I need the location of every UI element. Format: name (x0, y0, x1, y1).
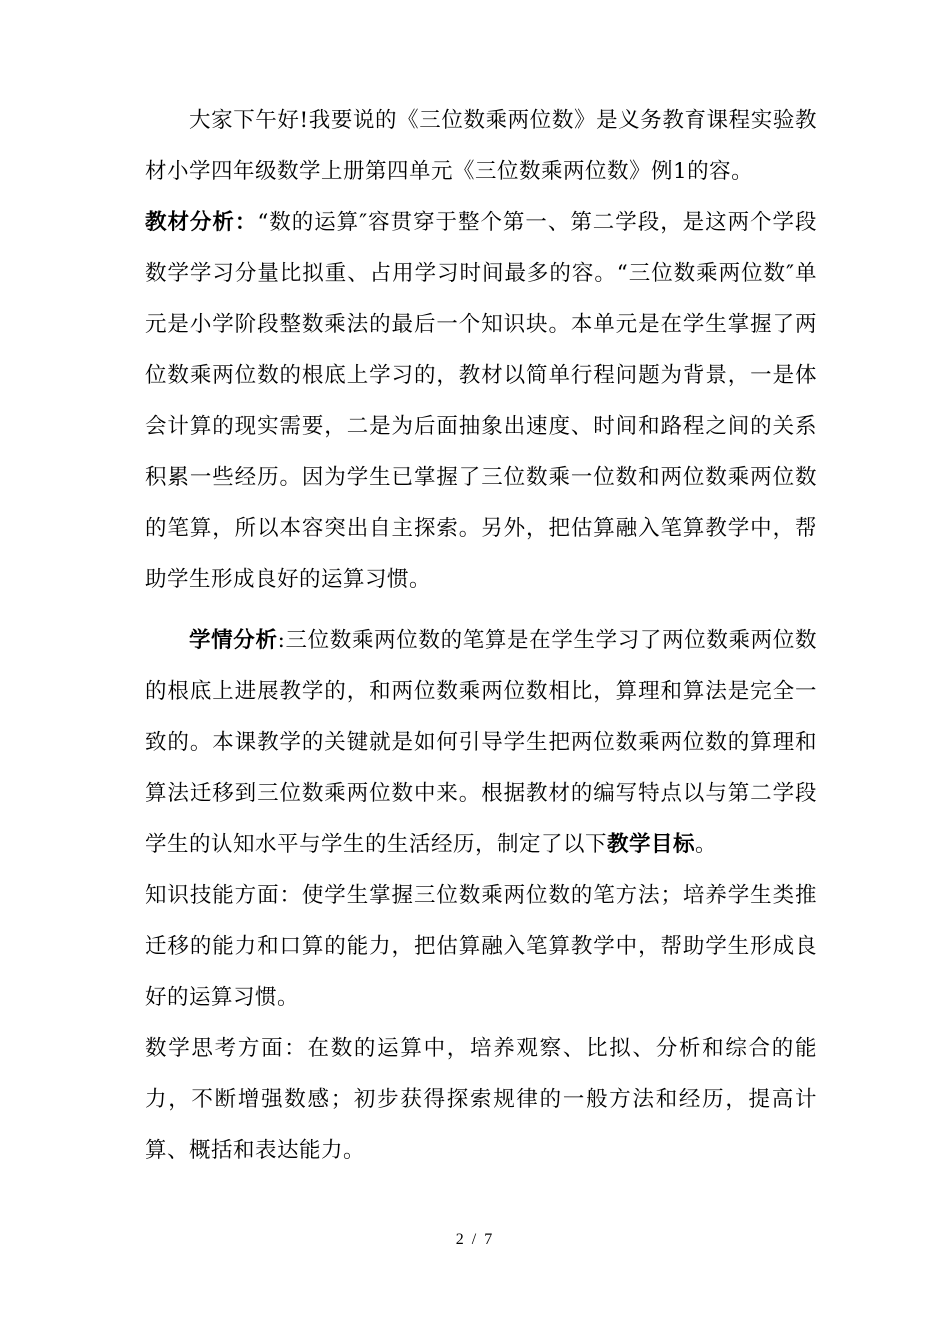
page-number: 2 / 7 (455, 1231, 495, 1248)
teaching-goals-emphasis: 教学目标 (607, 832, 696, 857)
document-body (145, 95, 817, 1176)
learning-analysis-colon: : (277, 628, 286, 653)
textbook-analysis-paragraph (145, 197, 817, 605)
intro-text: 大家下午好!我要说的《三位数乘两位数》是义务教育课程实验教材小学四年级数学上册第四单元《三位数乘两位数》例1的容。 (145, 108, 817, 184)
math-thinking-text: 数学思考方面：在数的运算中，培养观察、比拟、分析和综合的能力，不断增强数感；初步获得探索规律的一般方法和经历，提高计算、概括和表达能力。 (145, 1036, 817, 1163)
knowledge-skills-text: 知识技能方面：使学生掌握三位数乘两位数的笔方法；培养学生类推迁移的能力和口算的能力，把估算融入笔算教学中，帮助学生形成良好的运算习惯。 (145, 883, 817, 1010)
intro-paragraph (145, 95, 817, 197)
textbook-analysis-text: “数的运算″容贯穿于整个第一、第二学段，是这两个学段数学学习分量比拟重、占用学习时间最多的容。“三位数乘两位数″单元是小学阶段整数乘法的最后一个知识块。本单元是在学生掌握了两位数乘两位数的根底上学习的，教材以简单行程问题为背景，一是体会计算的现实需要，二是为后面抽象出速度、时间和路程之间的关系积累一些经历。因为学生已掌握了三位数乘一位数和两位数乘两位数的笔算，所以本容突出自主探索。另外，把估算融入笔算教学中，帮助学生形成良好的运算习惯。 (145, 210, 817, 592)
learning-analysis-text: 三位数乘两位数的笔算是在学生学习了两位数乘两位数的根底上进展教学的，和两位数乘两位数相比，算理和算法是完全一致的。本课教学的关键就是如何引导学生把两位数乘两位数的算理和算法迁移到三位数乘两位数中来。根据教材的编写特点以与第二学段学生的认知水平与学生的生活经历，制定了以下 (145, 628, 817, 857)
textbook-analysis-heading: 教材分析： (145, 210, 258, 235)
learning-analysis-paragraph (145, 615, 817, 870)
math-thinking-paragraph (145, 1023, 817, 1176)
learning-analysis-end: 。 (695, 832, 718, 857)
knowledge-skills-paragraph (145, 870, 817, 1023)
learning-analysis-heading: 学情分析 (189, 628, 278, 653)
